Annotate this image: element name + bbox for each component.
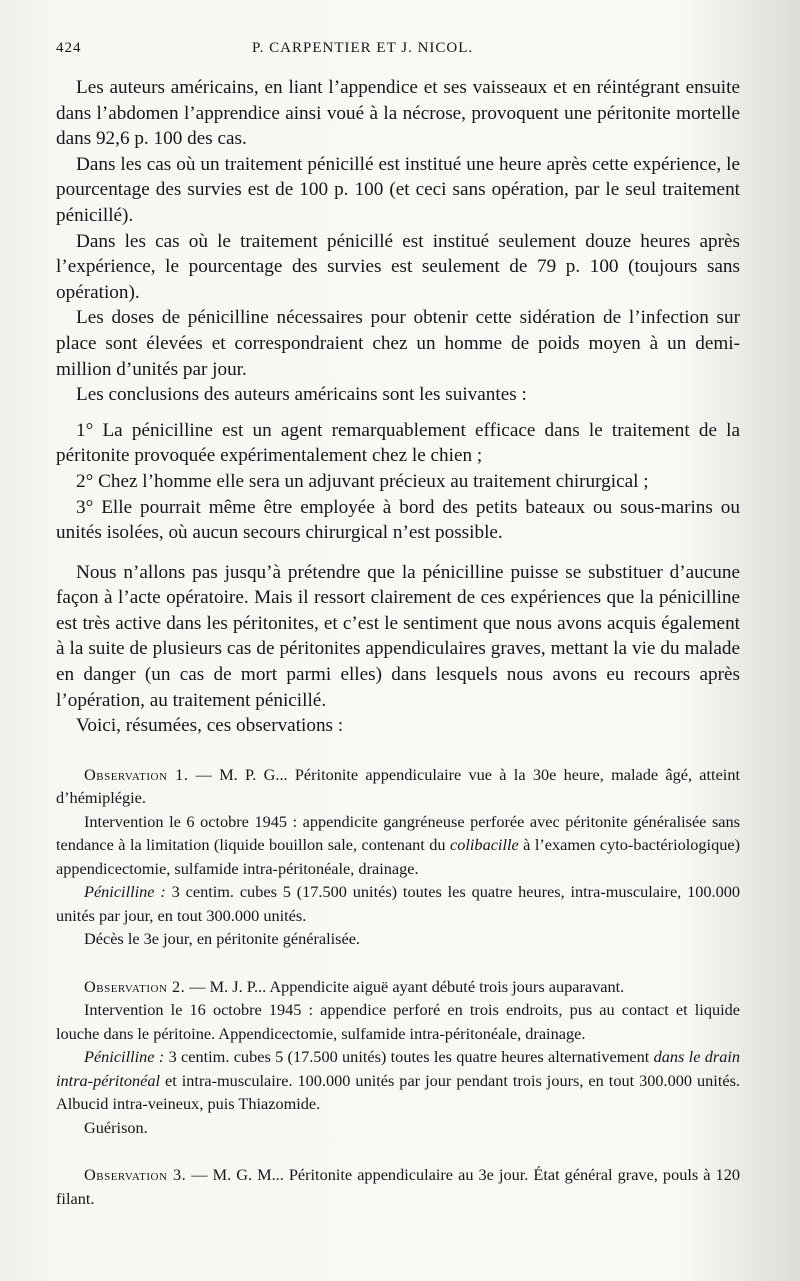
main-text — [56, 75, 740, 739]
observation-1 — [56, 763, 740, 951]
observation-2 — [56, 975, 740, 1140]
running-title: P. CARPENTIER ET J. NICOL. — [252, 40, 474, 56]
observation-intervention: Intervention le 6 octobre 1945 : appendicite gangréneuse perforée avec péritonite généralisée sans tendance à la limitation (liquide bouillon sale, contenant du colibacille à l’examen cyto-bactériologique) appendicectomie, sulfamide intra-péritonéale, drainage. — [56, 811, 741, 878]
observation-label: Observation 1. — [84, 764, 189, 784]
conclusion-item: 2° Chez l’homme elle sera un adjuvant précieux au traitement chirurgical ; — [76, 470, 649, 492]
observation-outcome: Décès le 3e jour, en péritonite généralisée. — [84, 929, 361, 949]
observation-treatment: Pénicilline : 3 centim. cubes 5 (17.500 unités) toutes les quatre heures alternativement dans le drain intra-péritonéal et intra-musculaire. 100.000 unités par jour pendant trois jours, en tout 300.000 unités. Albucid intra-veineux, puis Thiazomide. — [56, 1047, 741, 1114]
paragraph: Voici, résumées, ces observations : — [76, 715, 344, 737]
observation-treatment: Pénicilline : 3 centim. cubes 5 (17.500 unités) toutes les quatre heures, intra-musculaire, 100.000 unités par jour, en tout 300.000 unités. — [56, 882, 741, 925]
observation-intervention: Intervention le 16 octobre 1945 : appendice perforé en trois endroits, pus au contact et liquide louche dans le péritoine. Appendicectomie, sulfamide intra-péritonéale, drainage. — [56, 1000, 740, 1043]
paragraph: Les doses de pénicilline nécessaires pour obtenir cette sidération de l’infection sur place sont élevées et correspondraient chez un homme de poids moyen à un demi-million d’unités par jour. — [56, 307, 740, 380]
conclusion-item: 3° Elle pourrait même être employée à bord des petits bateaux ou sous-marins ou unités isolées, où aucun secours chirurgical n’est possible. — [56, 496, 740, 544]
observation-summary: Observation 3. — M. G. M... Péritonite appendiculaire au 3e jour. État général grave, pouls à 120 filant. — [56, 1165, 740, 1208]
running-head — [56, 40, 740, 57]
page-number: 424 — [56, 40, 82, 56]
treatment-label: Pénicilline : — [84, 882, 166, 902]
organism-name: colibacille — [450, 835, 519, 855]
conclusion-item: 1° La pénicilline est un agent remarquablement efficace dans le traitement de la péritonite provoquée expérimentalement chez le chien ; — [56, 419, 740, 467]
paragraph: Nous n’allons pas jusqu’à prétendre que la pénicilline puisse se substituer d’aucune façon à l’acte opératoire. Mais il ressort clairement de ces expériences que la pénicilline est très active dans les péritonites, et c’est le sentiment que nous avons acquis également à la suite de plusieurs cas de péritonites appendiculaires graves, mettant la vie du malade en danger (un cas de mort parmi elles) dans lesquels nous avons eu recours après l’opération, au traitement pénicillé. — [56, 561, 740, 711]
observation-3 — [56, 1163, 740, 1210]
observation-label: Observation 3. — [84, 1165, 187, 1185]
observation-summary: Observation 1. — M. P. G... Péritonite appendiculaire vue à la 30e heure, malade âgé, atteint d’hémiplégie. — [56, 764, 740, 808]
observation-summary: Observation 2. — M. J. P... Appendicite aiguë ayant débuté trois jours auparavant. — [84, 976, 625, 996]
paragraph: Les auteurs américains, en liant l’appendice et ses vaisseaux et en réintégrant ensuite dans l’abdomen l’apprendice ainsi voué à la nécrose, provoquent une péritonite mortelle dans 92,6 p. 100 des cas. — [56, 77, 740, 150]
paragraph: Les conclusions des auteurs américains sont les suivantes : — [76, 384, 527, 406]
paragraph: Dans les cas où le traitement pénicillé est institué seulement douze heures après l’expérience, le pourcentage des survies est seulement de 79 p. 100 (toujours sans opération). — [56, 230, 740, 303]
observation-label: Observation 2. — [84, 976, 186, 996]
route-name: dans le drain intra-péritonéal — [56, 1047, 741, 1090]
treatment-label: Pénicilline : — [84, 1047, 165, 1067]
observation-outcome: Guérison. — [84, 1117, 148, 1137]
paragraph: Dans les cas où un traitement pénicillé est institué une heure après cette expérience, le pourcentage des survies est de 100 p. 100 (et ceci sans opération, par le seul traitement pénicillé). — [56, 153, 740, 226]
